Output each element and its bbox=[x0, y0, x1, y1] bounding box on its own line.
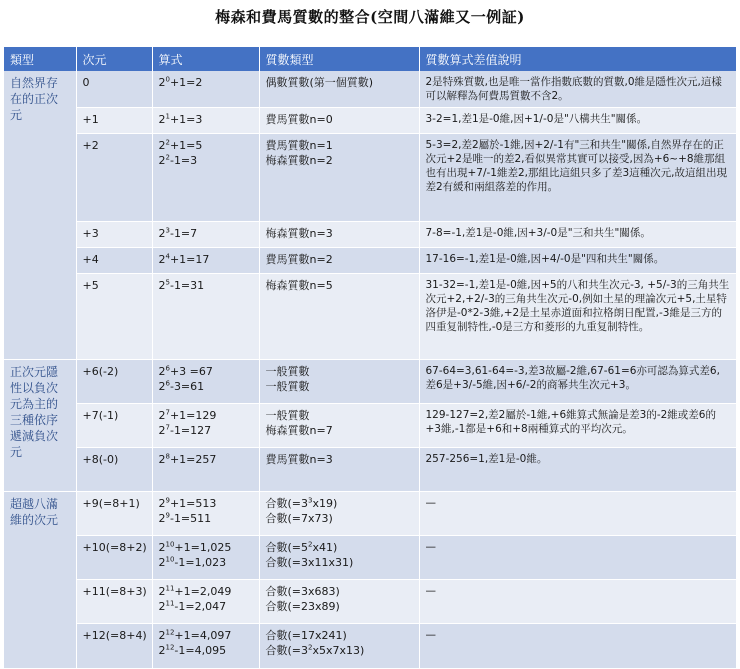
prime-type-line: 梅森質數n=7 bbox=[265, 424, 333, 437]
formula-exponent: 11 bbox=[165, 599, 175, 608]
formula-result: +1=129 bbox=[169, 409, 217, 422]
prime-type-line bbox=[266, 628, 413, 643]
difference-note-text: 2是特殊質數,也是唯一當作指數底數的質數,0維是隱性次元,這樣可以解釋為何費馬質數不含2。 bbox=[425, 76, 722, 102]
table-row bbox=[4, 536, 736, 580]
formula-line bbox=[159, 278, 253, 293]
factor-exponent: 2 bbox=[308, 540, 313, 549]
formula-result: +3 =67 bbox=[169, 365, 213, 378]
difference-note-cell bbox=[419, 360, 736, 404]
formula-result: -1=2,047 bbox=[174, 600, 227, 613]
prime-type-line: 梅森質數n=3 bbox=[265, 227, 333, 240]
formula-exponent: 6 bbox=[165, 379, 170, 388]
difference-note-cell bbox=[419, 448, 736, 492]
formula-exponent: 10 bbox=[165, 540, 175, 549]
formula-line bbox=[159, 138, 253, 153]
formula-cell bbox=[152, 274, 259, 360]
formula-line bbox=[159, 364, 253, 379]
difference-note-cell bbox=[419, 108, 736, 134]
prime-type-cell bbox=[259, 360, 419, 404]
category-cell: 正次元隱性以負次元為主的三種依序遞減負次元 bbox=[4, 360, 76, 492]
dimension-cell: +4 bbox=[76, 248, 152, 274]
prime-type-cell bbox=[259, 448, 419, 492]
formula-exponent: 9 bbox=[165, 511, 170, 520]
prime-table bbox=[4, 47, 737, 669]
formula-base: 2 bbox=[158, 279, 166, 292]
formula-cell bbox=[152, 492, 259, 536]
table-row bbox=[4, 274, 736, 360]
formula-base: 2 bbox=[158, 76, 166, 89]
difference-note-cell bbox=[419, 274, 736, 360]
prime-type-cell bbox=[259, 492, 419, 536]
prime-type-line bbox=[266, 599, 413, 614]
difference-note-text: 129-127=2,差2屬於-1維,+6維算式無論是差3的-2維或差6的+3維,-1都是+6和+8兩種算式的平均次元。 bbox=[425, 409, 716, 435]
formula-cell bbox=[152, 624, 259, 669]
formula-result: +1=5 bbox=[169, 139, 203, 152]
formula-base: 2 bbox=[158, 600, 166, 613]
prime-type-line: 費馬質數n=3 bbox=[265, 453, 333, 466]
formula-result: -1=1,023 bbox=[174, 556, 227, 569]
difference-note-cell bbox=[419, 222, 736, 248]
formula-exponent: 6 bbox=[165, 364, 170, 373]
dimension-cell: +1 bbox=[76, 108, 152, 134]
formula-line bbox=[159, 511, 253, 526]
formula-cell bbox=[152, 108, 259, 134]
formula-result: -1=7 bbox=[169, 227, 198, 240]
formula-exponent: 12 bbox=[165, 643, 175, 652]
difference-note-text: 67-64=3,61-64=-3,差3故屬-2維,67-61=6亦可認為算式差6,差6是+3/-5維,因+6/-2的商幂共生次元+3。 bbox=[425, 365, 720, 391]
dimension-cell: +6(-2) bbox=[76, 360, 152, 404]
formula-line bbox=[159, 599, 253, 614]
formula-exponent: 11 bbox=[165, 584, 175, 593]
table-body bbox=[4, 71, 736, 669]
formula-exponent: 7 bbox=[165, 423, 170, 432]
formula-base: 2 bbox=[158, 139, 166, 152]
formula-cell bbox=[152, 360, 259, 404]
formula-cell bbox=[152, 580, 259, 624]
formula-exponent: 5 bbox=[165, 278, 170, 287]
prime-type-text: 合數(=7x73) bbox=[265, 512, 333, 525]
difference-note-text: 3-2=1,差1是-0維,因+1/-0是"八構共生"關係。 bbox=[425, 113, 648, 125]
formula-base: 2 bbox=[158, 380, 166, 393]
difference-note-text: — bbox=[425, 541, 436, 553]
formula-base: 2 bbox=[158, 497, 166, 510]
difference-note-cell bbox=[419, 134, 736, 222]
prime-type-line bbox=[266, 496, 413, 511]
formula-line bbox=[159, 226, 253, 241]
table-row bbox=[4, 580, 736, 624]
dimension-cell: +10(=8+2) bbox=[76, 536, 152, 580]
formula-exponent: 7 bbox=[165, 408, 170, 417]
prime-type-line bbox=[266, 511, 413, 526]
table-row bbox=[4, 108, 736, 134]
difference-note-text: 17-16=-1,差1是-0維,因+4/-0是"四和共生"關係。 bbox=[425, 253, 665, 265]
formula-line bbox=[159, 643, 253, 658]
dimension-cell: +5 bbox=[76, 274, 152, 360]
formula-base: 2 bbox=[158, 227, 166, 240]
formula-exponent: 4 bbox=[165, 252, 170, 261]
prime-type-line: 一般質數 bbox=[265, 409, 310, 422]
formula-base: 2 bbox=[158, 512, 166, 525]
difference-note-cell bbox=[419, 536, 736, 580]
dimension-cell: +2 bbox=[76, 134, 152, 222]
formula-line bbox=[159, 423, 253, 438]
formula-result: +1=4,097 bbox=[174, 629, 232, 642]
header-difference-note: 質數算式差值說明 bbox=[419, 47, 736, 71]
prime-type-line: 偶數質數(第一個質數) bbox=[265, 76, 374, 89]
formula-exponent: 2 bbox=[165, 138, 170, 147]
formula-cell bbox=[152, 536, 259, 580]
prime-type-cell bbox=[259, 624, 419, 669]
table-row bbox=[4, 624, 736, 669]
table-row bbox=[4, 448, 736, 492]
formula-result: -1=3 bbox=[169, 154, 198, 167]
category-cell: 超越八滿維的次元 bbox=[4, 492, 76, 669]
formula-base: 2 bbox=[158, 644, 166, 657]
prime-type-cell bbox=[259, 71, 419, 108]
difference-note-cell bbox=[419, 492, 736, 536]
table-row bbox=[4, 492, 736, 536]
formula-cell bbox=[152, 448, 259, 492]
category-cell: 自然界存在的正次元 bbox=[4, 71, 76, 360]
prime-type-line: 費馬質數n=2 bbox=[265, 253, 333, 266]
prime-type-cell bbox=[259, 536, 419, 580]
formula-exponent: 1 bbox=[165, 112, 170, 121]
formula-base: 2 bbox=[158, 541, 166, 554]
formula-line bbox=[159, 584, 253, 599]
formula-line bbox=[159, 75, 253, 90]
table-row bbox=[4, 360, 736, 404]
table-row bbox=[4, 71, 736, 108]
prime-type-line bbox=[266, 584, 413, 599]
prime-type-line: 一般質數 bbox=[265, 380, 310, 393]
table-row bbox=[4, 134, 736, 222]
formula-result: +1=3 bbox=[169, 113, 203, 126]
formula-result: +1=257 bbox=[169, 453, 217, 466]
formula-base: 2 bbox=[158, 154, 166, 167]
difference-note-text: — bbox=[425, 497, 436, 509]
prime-type-text: 合數(=17x241) bbox=[265, 629, 347, 642]
prime-type-cell bbox=[259, 404, 419, 448]
formula-exponent: 0 bbox=[165, 75, 170, 84]
formula-line bbox=[159, 452, 253, 467]
table-row bbox=[4, 404, 736, 448]
difference-note-text: 5-3=2,差2屬於-1維,因+2/-1有"三和共生"關係,自然界存在的正次元+2是唯一的差2,看似異常其實可以接受,因為+6~+8維那組也有出現+7/-1維差2,那組比這組只多了差3這種次元,故這組出現差2有緩和兩組落差的作用。 bbox=[425, 139, 728, 193]
formula-result: -1=511 bbox=[169, 512, 212, 525]
difference-note-text: 7-8=-1,差1是-0維,因+3/-0是"三和共生"關係。 bbox=[425, 227, 651, 239]
table-row bbox=[4, 222, 736, 248]
prime-type-text: 合數(=3x683) bbox=[265, 585, 340, 598]
formula-line bbox=[159, 408, 253, 423]
formula-result: +1=2,049 bbox=[174, 585, 232, 598]
prime-type-text: 合數(=3 bbox=[265, 497, 309, 510]
prime-type-text: 合數(=3 bbox=[265, 644, 309, 657]
difference-note-text: 257-256=1,差1是-0維。 bbox=[425, 453, 548, 465]
difference-note-cell bbox=[419, 404, 736, 448]
difference-note-cell bbox=[419, 624, 736, 669]
dimension-cell: 0 bbox=[76, 71, 152, 108]
header-prime-type: 質數類型 bbox=[259, 47, 419, 71]
formula-exponent: 10 bbox=[165, 555, 175, 564]
prime-type-text: 合數(=5 bbox=[265, 541, 309, 554]
formula-result: -1=127 bbox=[169, 424, 212, 437]
formula-line bbox=[159, 555, 253, 570]
table-row bbox=[4, 248, 736, 274]
prime-type-line: 費馬質數n=0 bbox=[265, 113, 333, 126]
prime-type-cell bbox=[259, 248, 419, 274]
prime-type-cell bbox=[259, 274, 419, 360]
formula-exponent: 2 bbox=[165, 153, 170, 162]
factor-exponent: 2 bbox=[308, 643, 313, 652]
formula-line bbox=[159, 628, 253, 643]
formula-result: +1=513 bbox=[169, 497, 217, 510]
prime-type-cell bbox=[259, 108, 419, 134]
prime-type-text: x19) bbox=[312, 497, 338, 510]
formula-cell bbox=[152, 404, 259, 448]
formula-line bbox=[159, 379, 253, 394]
difference-note-text: 31-32=-1,差1是-0維,因+5的八和共生次元-3, +5/-3的三角共生次元+2,+2/-3的三角共生次元-0,例如土星的理論次元+5,土星特洛伊是-0*2-3維,+2是土星赤道面和拉格朗日配置,-3維是三方的四重复制特性,-0是三方和菱形的九重复制特性。 bbox=[425, 279, 730, 333]
prime-type-text: 合數(=23x89) bbox=[265, 600, 340, 613]
page-title: 梅森和費馬質數的整合(空間八滿維又一例証) bbox=[215, 8, 525, 26]
formula-result: +1=17 bbox=[169, 253, 210, 266]
formula-result: +1=2 bbox=[169, 76, 203, 89]
prime-type-line bbox=[266, 643, 413, 658]
dimension-cell: +9(=8+1) bbox=[76, 492, 152, 536]
header-dimension: 次元 bbox=[76, 47, 152, 71]
dimension-cell: +8(-0) bbox=[76, 448, 152, 492]
difference-note-cell bbox=[419, 580, 736, 624]
formula-cell bbox=[152, 134, 259, 222]
prime-type-cell bbox=[259, 580, 419, 624]
formula-exponent: 3 bbox=[165, 226, 170, 235]
formula-line bbox=[159, 496, 253, 511]
header-row bbox=[4, 47, 736, 71]
difference-note-text: — bbox=[425, 629, 436, 641]
formula-cell bbox=[152, 71, 259, 108]
prime-type-line: 梅森質數n=5 bbox=[265, 279, 333, 292]
formula-result: +1=1,025 bbox=[174, 541, 232, 554]
prime-type-cell bbox=[259, 134, 419, 222]
formula-base: 2 bbox=[158, 365, 166, 378]
formula-line bbox=[159, 540, 253, 555]
formula-base: 2 bbox=[158, 409, 166, 422]
dimension-cell: +12(=8+4) bbox=[76, 624, 152, 669]
dimension-cell: +3 bbox=[76, 222, 152, 248]
difference-note-text: — bbox=[425, 585, 436, 597]
formula-base: 2 bbox=[158, 629, 166, 642]
formula-base: 2 bbox=[158, 556, 166, 569]
prime-type-line: 費馬質數n=1 bbox=[265, 139, 333, 152]
difference-note-cell bbox=[419, 71, 736, 108]
prime-type-cell bbox=[259, 222, 419, 248]
difference-note-cell bbox=[419, 248, 736, 274]
formula-result: -1=4,095 bbox=[174, 644, 227, 657]
formula-base: 2 bbox=[158, 453, 166, 466]
formula-exponent: 8 bbox=[165, 452, 170, 461]
formula-result: -1=31 bbox=[169, 279, 205, 292]
dimension-cell: +11(=8+3) bbox=[76, 580, 152, 624]
formula-cell bbox=[152, 248, 259, 274]
prime-type-text: 合數(=3x11x31) bbox=[265, 556, 354, 569]
formula-base: 2 bbox=[158, 585, 166, 598]
formula-base: 2 bbox=[158, 253, 166, 266]
prime-type-text: x41) bbox=[312, 541, 338, 554]
factor-exponent: 3 bbox=[308, 496, 313, 505]
formula-cell bbox=[152, 222, 259, 248]
formula-line bbox=[159, 112, 253, 127]
header-formula: 算式 bbox=[152, 47, 259, 71]
prime-type-line: 梅森質數n=2 bbox=[265, 154, 333, 167]
formula-base: 2 bbox=[158, 113, 166, 126]
formula-line bbox=[159, 252, 253, 267]
formula-exponent: 9 bbox=[165, 496, 170, 505]
header-type-category: 類型 bbox=[4, 47, 76, 71]
prime-type-text: x5x7x13) bbox=[312, 644, 365, 657]
formula-base: 2 bbox=[158, 424, 166, 437]
prime-type-line bbox=[266, 555, 413, 570]
formula-exponent: 12 bbox=[165, 628, 175, 637]
prime-type-line: 一般質數 bbox=[265, 365, 310, 378]
formula-line bbox=[159, 153, 253, 168]
dimension-cell: +7(-1) bbox=[76, 404, 152, 448]
prime-type-line bbox=[266, 540, 413, 555]
formula-result: -3=61 bbox=[169, 380, 205, 393]
